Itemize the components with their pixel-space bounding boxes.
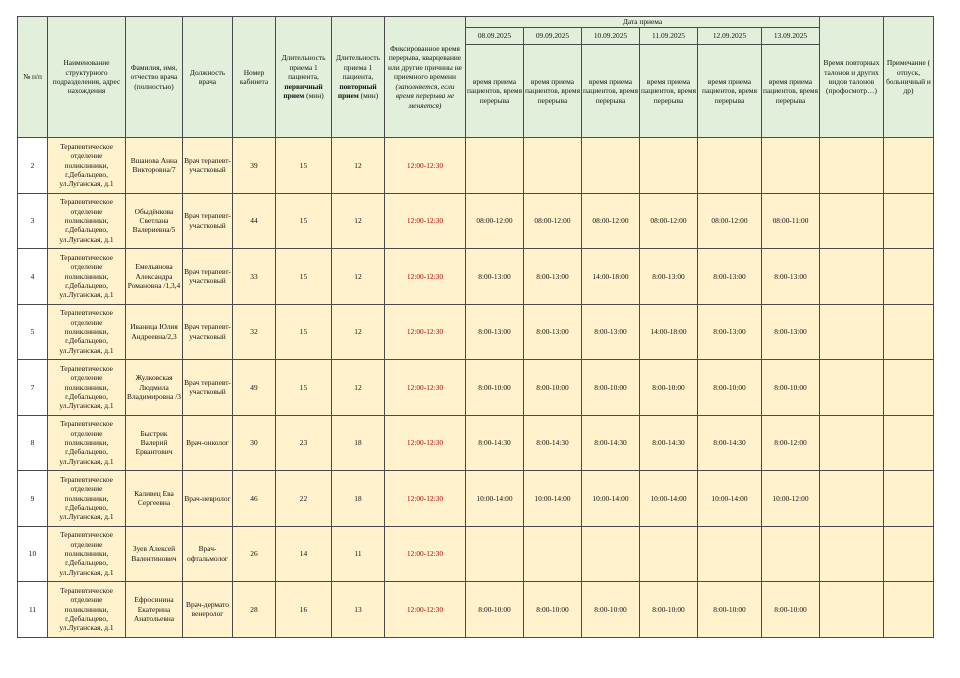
department-cell: Терапевтическое отделение поликлиники, г.Дебальцево, ул.Луганская, д.1: [48, 471, 126, 527]
duration-repeat-cell: 12: [332, 249, 385, 305]
cabinet-cell: 46: [233, 471, 276, 527]
note-cell: [884, 415, 934, 471]
table-row: [18, 471, 934, 527]
position-cell: Врач терапевт-участковый: [183, 193, 233, 249]
schedule-cell-day-1: [466, 138, 524, 194]
col-header-repeat-tickets: Время повторных талонов и других видов талонов (профосмотр…): [820, 17, 884, 138]
doctor-name-cell: Ефросинина Екатерина Анатольевна: [126, 582, 183, 638]
break-header-note: (заполняется, если время перерыва не меняется): [395, 81, 455, 110]
col-header-position: Должность врача: [183, 17, 233, 138]
duration-primary-cell: 15: [276, 138, 332, 194]
schedule-cell-day-3: [582, 526, 640, 582]
note-cell: [884, 249, 934, 305]
duration-repeat-unit: (мин): [360, 91, 379, 101]
duration-repeat-cell: 18: [332, 471, 385, 527]
schedule-cell-day-5: [698, 526, 762, 582]
doctor-name-cell: Иваница Юлия Андреевна/2,3: [126, 304, 183, 360]
note-cell: [884, 304, 934, 360]
schedule-cell-day-1: 10:00-14:00: [466, 471, 524, 527]
col-header-doctor: Фамилия, имя, отчество врача (полностью): [126, 17, 183, 138]
schedule-cell-day-3: 10:00-14:00: [582, 471, 640, 527]
schedule-cell-day-5: 8:00-13:00: [698, 249, 762, 305]
schedule-cell-day-5: [698, 138, 762, 194]
repeat-tickets-cell: [820, 249, 884, 305]
schedule-cell-day-6: 8:00-10:00: [762, 582, 820, 638]
break-time-cell: 12:00-12:30: [385, 249, 466, 305]
duration-primary-bold: первичный прием: [283, 81, 323, 101]
row-number: 2: [18, 138, 48, 194]
duration-repeat-text: Длительность приема 1 пациента,: [336, 53, 380, 82]
date-header-6: 13.09.2025: [762, 28, 820, 45]
table-row: [18, 304, 934, 360]
schedule-cell-day-3: 14:00-18:00: [582, 249, 640, 305]
department-cell: Терапевтическое отделение поликлиники, г.Дебальцево, ул.Луганская, д.1: [48, 582, 126, 638]
schedule-cell-day-4: 8:00-13:00: [640, 249, 698, 305]
department-cell: Терапевтическое отделение поликлиники, г.Дебальцево, ул.Луганская, д.1: [48, 304, 126, 360]
duration-repeat-cell: 13: [332, 582, 385, 638]
schedule-cell-day-4: 8:00-10:00: [640, 360, 698, 416]
duration-primary-unit: (мин): [306, 91, 324, 101]
duration-primary-cell: 16: [276, 582, 332, 638]
break-time-cell: 12:00-12:30: [385, 138, 466, 194]
duration-repeat-cell: 12: [332, 193, 385, 249]
repeat-tickets-cell: [820, 138, 884, 194]
schedule-cell-day-6: 8:00-13:00: [762, 249, 820, 305]
position-cell: Врач-офтальмолог: [183, 526, 233, 582]
doctor-name-cell: Каливец Ева Сергеевна: [126, 471, 183, 527]
doctor-name-cell: Жулковская Людмила Владимировна /3: [126, 360, 183, 416]
date-subheader-3: время приема пациентов, время перерыва: [582, 45, 640, 138]
date-header-3: 10.09.2025: [582, 28, 640, 45]
row-number: 11: [18, 582, 48, 638]
break-time-cell: 12:00-12:30: [385, 471, 466, 527]
break-header-text: Фиксированное время перерыва, кварцевание или другие причины не приемного времени: [388, 43, 462, 82]
break-time-cell: 12:00-12:30: [385, 415, 466, 471]
schedule-cell-day-2: 10:00-14:00: [524, 471, 582, 527]
position-cell: Врач терапевт-участковый: [183, 360, 233, 416]
schedule-cell-day-4: 14:00-18:00: [640, 304, 698, 360]
doctor-name-cell: Вшанова Анна Викторовна/7: [126, 138, 183, 194]
repeat-tickets-cell: [820, 471, 884, 527]
col-header-note: Примечание ( отпуск, больничный и др): [884, 17, 934, 138]
table-header: [18, 17, 934, 138]
schedule-cell-day-5: 8:00-14:30: [698, 415, 762, 471]
break-time-cell: 12:00-12:30: [385, 304, 466, 360]
date-subheader-6: время приема пациентов, время перерыва: [762, 45, 820, 138]
position-cell: Врач терапевт-участковый: [183, 138, 233, 194]
duration-repeat-cell: 12: [332, 360, 385, 416]
col-header-duration-primary: [276, 17, 332, 138]
duration-primary-cell: 15: [276, 249, 332, 305]
schedule-cell-day-5: 10:00-14:00: [698, 471, 762, 527]
date-subheader-1: время приема пациентов, время перерыва: [466, 45, 524, 138]
schedule-cell-day-2: 8:00-10:00: [524, 360, 582, 416]
schedule-cell-day-6: 8:00-12:00: [762, 415, 820, 471]
position-cell: Врач-онколог: [183, 415, 233, 471]
schedule-cell-day-3: 8:00-10:00: [582, 582, 640, 638]
duration-repeat-cell: 18: [332, 415, 385, 471]
schedule-cell-day-1: 8:00-13:00: [466, 249, 524, 305]
table-row: [18, 415, 934, 471]
repeat-tickets-cell: [820, 526, 884, 582]
schedule-cell-day-3: 8:00-14:30: [582, 415, 640, 471]
schedule-cell-day-6: [762, 526, 820, 582]
schedule-cell-day-2: 8:00-13:00: [524, 249, 582, 305]
cabinet-cell: 39: [233, 138, 276, 194]
duration-repeat-bold: повторный прием: [337, 81, 377, 101]
schedule-cell-day-3: 8:00-10:00: [582, 360, 640, 416]
schedule-cell-day-2: 8:00-14:30: [524, 415, 582, 471]
row-number: 3: [18, 193, 48, 249]
cabinet-cell: 32: [233, 304, 276, 360]
row-number: 5: [18, 304, 48, 360]
col-header-duration-repeat: [332, 17, 385, 138]
schedule-cell-day-1: [466, 526, 524, 582]
note-cell: [884, 526, 934, 582]
doctor-name-cell: Быстрик Валерий Ервантович: [126, 415, 183, 471]
schedule-cell-day-2: [524, 138, 582, 194]
schedule-cell-day-1: 8:00-10:00: [466, 360, 524, 416]
schedule-cell-day-1: 8:00-14:30: [466, 415, 524, 471]
department-cell: Терапевтическое отделение поликлиники, г.Дебальцево, ул.Луганская, д.1: [48, 415, 126, 471]
repeat-tickets-cell: [820, 304, 884, 360]
schedule-table: [17, 16, 934, 638]
duration-primary-cell: 22: [276, 471, 332, 527]
position-cell: Врач-дермато венеролог: [183, 582, 233, 638]
department-cell: Терапевтическое отделение поликлиники, г.Дебальцево, ул.Луганская, д.1: [48, 193, 126, 249]
date-header-5: 12.09.2025: [698, 28, 762, 45]
table-row: [18, 249, 934, 305]
duration-primary-cell: 15: [276, 304, 332, 360]
duration-primary-cell: 15: [276, 360, 332, 416]
duration-repeat-cell: 11: [332, 526, 385, 582]
duration-repeat-cell: 12: [332, 304, 385, 360]
schedule-cell-day-1: 8:00-13:00: [466, 304, 524, 360]
row-number: 7: [18, 360, 48, 416]
schedule-cell-day-2: 08:00-12:00: [524, 193, 582, 249]
repeat-tickets-cell: [820, 582, 884, 638]
department-cell: Терапевтическое отделение поликлиники, г.Дебальцево, ул.Луганская, д.1: [48, 138, 126, 194]
note-cell: [884, 138, 934, 194]
schedule-cell-day-4: 08:00-12:00: [640, 193, 698, 249]
note-cell: [884, 582, 934, 638]
break-time-cell: 12:00-12:30: [385, 582, 466, 638]
cabinet-cell: 28: [233, 582, 276, 638]
duration-repeat-cell: 12: [332, 138, 385, 194]
repeat-tickets-cell: [820, 360, 884, 416]
col-header-unit: Наименование структурного подразделения, адрес нахождения: [48, 17, 126, 138]
doctor-name-cell: Зуев Алексей Валентинович: [126, 526, 183, 582]
note-cell: [884, 360, 934, 416]
duration-primary-cell: 14: [276, 526, 332, 582]
schedule-cell-day-5: 8:00-10:00: [698, 582, 762, 638]
schedule-cell-day-1: 8:00-10:00: [466, 582, 524, 638]
cabinet-cell: 30: [233, 415, 276, 471]
date-subheader-2: время приема пациентов, время перерыва: [524, 45, 582, 138]
schedule-cell-day-5: 8:00-13:00: [698, 304, 762, 360]
col-header-break: [385, 17, 466, 138]
row-number: 8: [18, 415, 48, 471]
schedule-cell-day-2: [524, 526, 582, 582]
break-time-cell: 12:00-12:30: [385, 193, 466, 249]
schedule-cell-day-2: 8:00-10:00: [524, 582, 582, 638]
doctor-name-cell: Емельянова Александра Романовна /1,3,4: [126, 249, 183, 305]
schedule-cell-day-2: 8:00-13:00: [524, 304, 582, 360]
table-row: [18, 138, 934, 194]
table-row: [18, 582, 934, 638]
col-header-date-group: Дата приема: [466, 17, 820, 28]
schedule-cell-day-4: [640, 526, 698, 582]
row-number: 10: [18, 526, 48, 582]
department-cell: Терапевтическое отделение поликлиники, г.Дебальцево, ул.Луганская, д.1: [48, 526, 126, 582]
schedule-cell-day-4: 8:00-10:00: [640, 582, 698, 638]
duration-primary-cell: 15: [276, 193, 332, 249]
cabinet-cell: 26: [233, 526, 276, 582]
duration-primary-cell: 23: [276, 415, 332, 471]
table-row: [18, 526, 934, 582]
table-row: [18, 193, 934, 249]
table-row: [18, 360, 934, 416]
schedule-cell-day-4: 8:00-14:30: [640, 415, 698, 471]
schedule-cell-day-6: 8:00-13:00: [762, 304, 820, 360]
position-cell: Врач терапевт-участковый: [183, 304, 233, 360]
schedule-cell-day-4: 10:00-14:00: [640, 471, 698, 527]
row-number: 9: [18, 471, 48, 527]
schedule-cell-day-6: 08:00-11:00: [762, 193, 820, 249]
schedule-cell-day-3: 8:00-13:00: [582, 304, 640, 360]
doctor-name-cell: Обыдёнкова Светлана Валериевна/5: [126, 193, 183, 249]
schedule-cell-day-6: 10:00-12:00: [762, 471, 820, 527]
break-time-cell: 12:00-12:30: [385, 526, 466, 582]
col-header-num: № п/п: [18, 17, 48, 138]
note-cell: [884, 193, 934, 249]
position-cell: Врач-невролог: [183, 471, 233, 527]
schedule-cell-day-1: 08:00-12:00: [466, 193, 524, 249]
department-cell: Терапевтическое отделение поликлиники, г.Дебальцево, ул.Луганская, д.1: [48, 360, 126, 416]
date-subheader-4: время приема пациентов, время перерыва: [640, 45, 698, 138]
cabinet-cell: 49: [233, 360, 276, 416]
cabinet-cell: 33: [233, 249, 276, 305]
schedule-cell-day-4: [640, 138, 698, 194]
schedule-cell-day-5: 8:00-10:00: [698, 360, 762, 416]
repeat-tickets-cell: [820, 193, 884, 249]
schedule-cell-day-5: 08:00-12:00: [698, 193, 762, 249]
schedule-cell-day-6: [762, 138, 820, 194]
table-body: [18, 138, 934, 638]
schedule-cell-day-6: 8:00-10:00: [762, 360, 820, 416]
repeat-tickets-cell: [820, 415, 884, 471]
col-header-cabinet: Номер кабинета: [233, 17, 276, 138]
date-header-2: 09.09.2025: [524, 28, 582, 45]
row-number: 4: [18, 249, 48, 305]
schedule-cell-day-3: 08:00-12:00: [582, 193, 640, 249]
department-cell: Терапевтическое отделение поликлиники, г.Дебальцево, ул.Луганская, д.1: [48, 249, 126, 305]
break-time-cell: 12:00-12:30: [385, 360, 466, 416]
cabinet-cell: 44: [233, 193, 276, 249]
date-header-4: 11.09.2025: [640, 28, 698, 45]
position-cell: Врач терапевт-участковый: [183, 249, 233, 305]
date-subheader-5: время приема пациентов, время перерыва: [698, 45, 762, 138]
schedule-cell-day-3: [582, 138, 640, 194]
date-header-1: 08.09.2025: [466, 28, 524, 45]
note-cell: [884, 471, 934, 527]
duration-primary-text: Длительность приема 1 пациента,: [281, 53, 326, 82]
